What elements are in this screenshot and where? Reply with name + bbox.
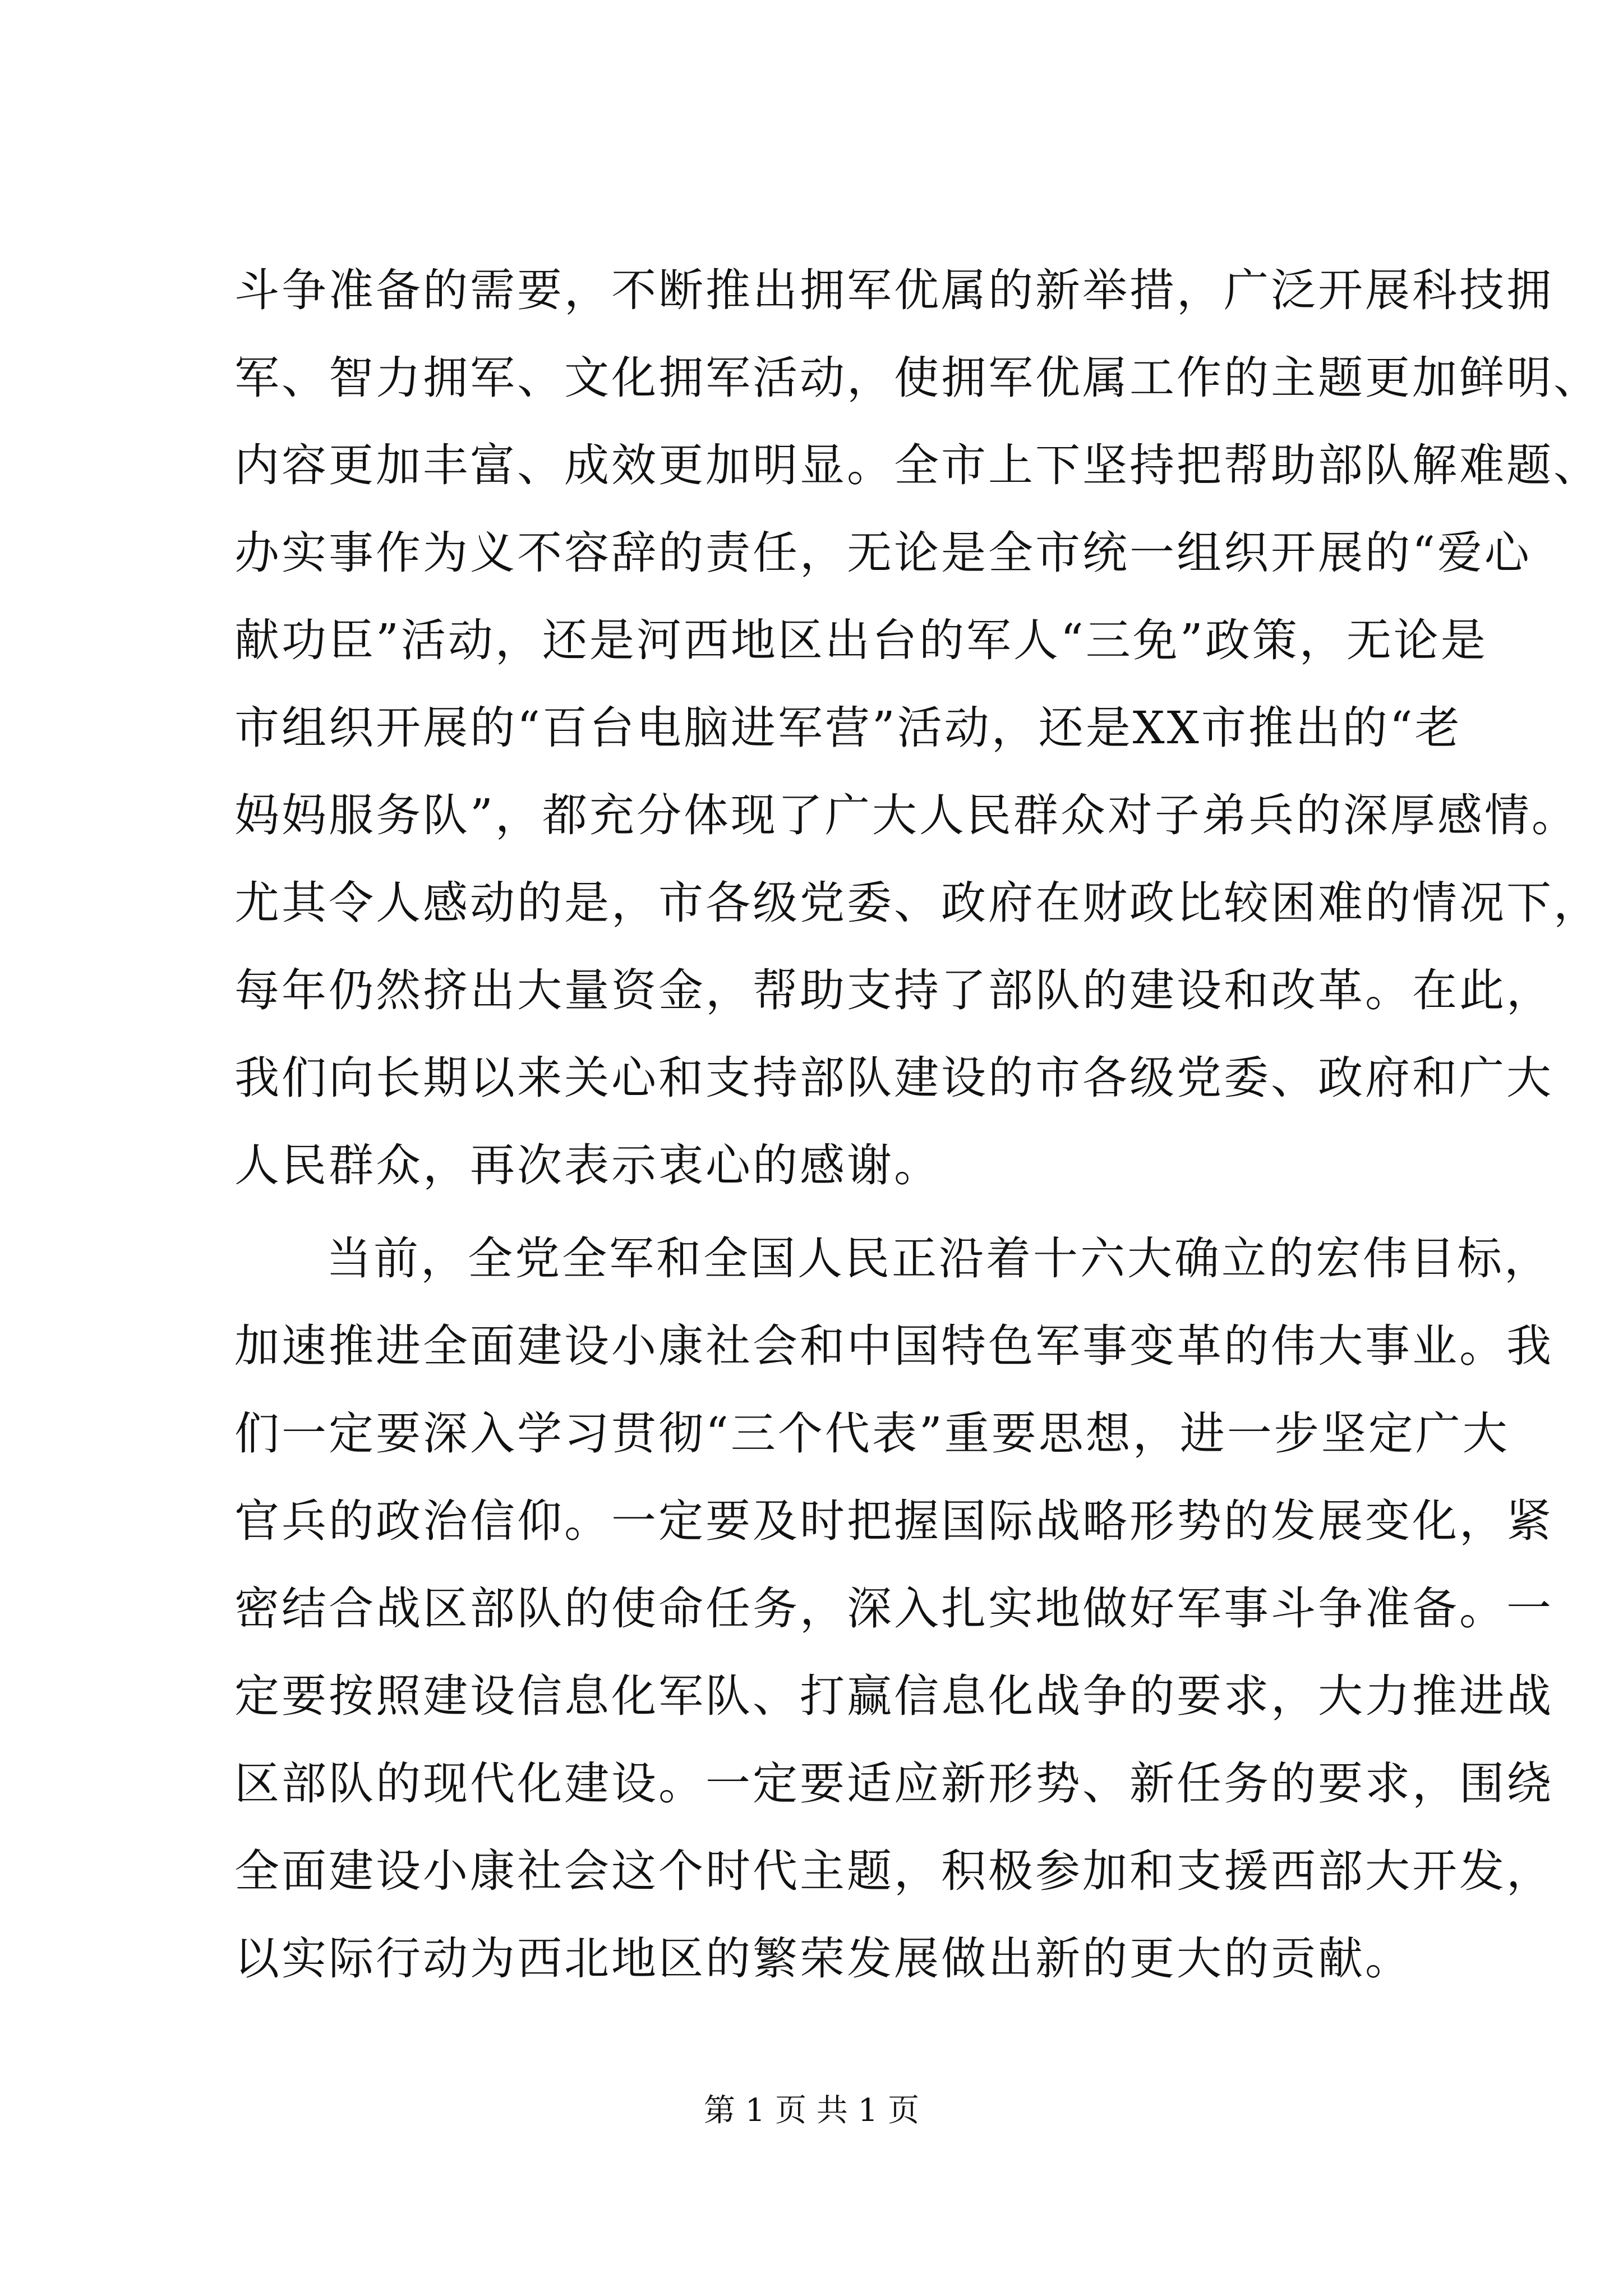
paragraph-line: 办实事作为义不容辞的责任，无论是全市统一组织开展的“爱心 xyxy=(234,527,1532,579)
paragraph-line: 定要按照建设信息化军队、打赢信息化战争的要求，大力推进战 xyxy=(234,1670,1553,1722)
paragraph-line: 妈妈服务队”，都充分体现了广大人民群众对子弟兵的深厚感情。 xyxy=(234,789,1579,841)
paragraph-line: 以实际行动为西北地区的繁荣发展做出新的更大的贡献。 xyxy=(234,1932,1412,1985)
document-body xyxy=(234,247,1601,2003)
paragraph-2 xyxy=(234,1215,1553,2003)
paragraph-line: 每年仍然挤出大量资金，帮助支持了部队的建设和改革。在此， xyxy=(234,964,1553,1016)
paragraph-line: 我们向长期以来关心和支持部队建设的市各级党委、政府和广大 xyxy=(234,1052,1553,1104)
paragraph-line: 人民群众，再次表示衷心的感谢。 xyxy=(234,1139,941,1191)
paragraph-line: 当前，全党全军和全国人民正沿着十六大确立的宏伟目标， xyxy=(326,1232,1551,1285)
paragraph-line: 尤其令人感动的是，市各级党委、政府在财政比较困难的情况下， xyxy=(234,877,1601,929)
paragraph-1 xyxy=(234,247,1601,1209)
paragraph-line: 加速推进全面建设小康社会和中国特色军事变革的伟大事业。我 xyxy=(234,1320,1553,1372)
paragraph-line: 内容更加丰富、成效更加明显。全市上下坚持把帮助部队解难题、 xyxy=(234,439,1601,491)
paragraph-line: 军、智力拥军、文化拥军活动，使拥军优属工作的主题更加鲜明、 xyxy=(234,352,1601,404)
paragraph-spacer xyxy=(234,1209,1401,1215)
paragraph-line: 斗争准备的需要，不断推出拥军优属的新举措，广泛开展科技拥 xyxy=(234,264,1553,316)
page-footer: 第 1 页 共 1 页 xyxy=(703,2092,920,2129)
paragraph-line: 全面建设小康社会这个时代主题，积极参加和支援西部大开发， xyxy=(234,1845,1553,1897)
paragraph-line: 密结合战区部队的使命任务，深入扎实地做好军事斗争准备。一 xyxy=(234,1582,1553,1635)
paragraph-line: 市组织开展的“百台电脑进军营”活动，还是XX市推出的“老 xyxy=(234,702,1462,754)
paragraph-line: 官兵的政治信仰。一定要及时把握国际战略形势的发展变化，紧 xyxy=(234,1495,1553,1547)
paragraph-line: 们一定要深入学习贯彻“三个代表”重要思想，进一步坚定广大 xyxy=(234,1407,1510,1460)
paragraph-line: 区部队的现代化建设。一定要适应新形势、新任务的要求，围绕 xyxy=(234,1757,1553,1810)
paragraph-line: 献功臣”活动，还是河西地区出台的军人“三免”政策，无论是 xyxy=(234,614,1488,666)
